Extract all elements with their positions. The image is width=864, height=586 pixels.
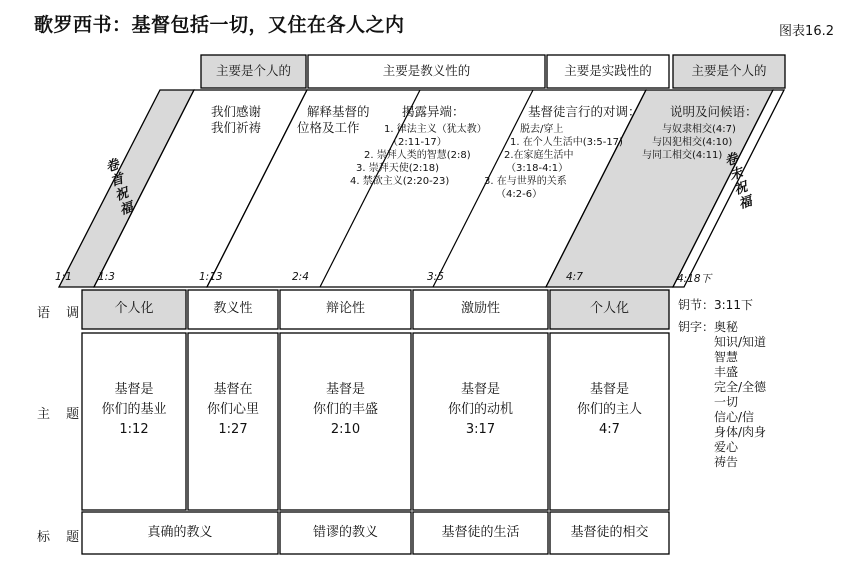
key-word: 一切 [714, 395, 739, 409]
band-personal-2: 主要是个人的 [691, 63, 767, 78]
key-word: 身体/肉身 [714, 425, 767, 439]
key-word: 智慧 [714, 350, 739, 364]
key-word: 丰盛 [714, 365, 739, 379]
heresy-item: 1. 律法主义（犹太教） [384, 124, 487, 135]
ref-marker: 4:18下 [677, 273, 712, 285]
key-word: 爱心 [714, 440, 739, 454]
row-label-tone: 语 调 [37, 306, 86, 321]
key-word: 知识/知道 [714, 335, 767, 349]
theme-ref: 1:27 [218, 422, 248, 437]
band-doctrinal: 主要是教义性的 [382, 63, 471, 78]
tone-cell: 辩论性 [325, 301, 365, 316]
heading-cell: 基督徒的生活 [441, 525, 520, 540]
theme-ref: 3:17 [465, 422, 496, 437]
theme-line: 你们的丰盛 [312, 402, 378, 417]
explain-line-2: 位格及工作 [297, 120, 360, 135]
section-conduct [484, 104, 641, 201]
key-words-list [714, 320, 766, 470]
key-word: 祷告 [714, 455, 739, 469]
theme-cell [280, 380, 411, 440]
ref-marker: 2:4 [292, 271, 309, 283]
thanks-line-2: 我们祈祷 [211, 120, 262, 135]
theme-line: 你们的主人 [576, 402, 642, 417]
theme-cell [82, 380, 186, 440]
key-word: 奥秘 [714, 320, 739, 334]
theme-line: 基督是 [589, 382, 629, 397]
heresy-head: 揭露异端： [402, 104, 465, 119]
conduct-item: 2.在家庭生活中 [504, 150, 574, 161]
theme-line: 基督是 [325, 382, 365, 397]
heresy-item: 4. 禁欲主义(2:20-23) [350, 176, 450, 187]
remarks-head: 说明及问候语： [670, 104, 758, 119]
band-personal-1: 主要是个人的 [215, 63, 291, 78]
theme-ref: 1:12 [119, 422, 149, 437]
section-remarks [640, 104, 758, 162]
key-words-label: 钥字： [678, 320, 715, 334]
conduct-item: （4:2-6） [496, 189, 543, 200]
theme-line: 你们心里 [206, 402, 259, 417]
remarks-item: 与同工相交(4:11) [642, 150, 723, 161]
tone-cell: 个人化 [114, 301, 154, 316]
chart-number: 图表16.2 [779, 24, 834, 39]
conduct-item: 3. 在与世界的关系 [484, 176, 567, 187]
theme-line: 你们的动机 [447, 402, 513, 417]
heresy-item: 2. 崇拜人类的智慧(2:8) [364, 150, 471, 161]
ref-marker: 1:1 [55, 271, 72, 283]
greeting-label: 卷首祝福 [101, 157, 134, 219]
conduct-item: 脱去/穿上 [520, 124, 564, 135]
row-label-theme: 主 题 [37, 407, 86, 422]
section-thanks [211, 104, 261, 136]
ref-marker: 4:7 [566, 271, 583, 283]
key-word: 信心/信 [714, 410, 755, 424]
thanks-line-1: 我们感谢 [211, 104, 262, 119]
theme-cell [413, 380, 548, 440]
section-heresy [350, 104, 487, 188]
tone-cell: 个人化 [589, 301, 629, 316]
conduct-item: （3:18-4:1） [506, 163, 569, 174]
ref-marker: 3:5 [427, 271, 444, 283]
closing-label: 卷末祝福 [720, 151, 753, 213]
heading-cell: 基督徒的相交 [570, 525, 649, 540]
theme-cell [188, 380, 278, 440]
theme-cell [550, 380, 669, 440]
theme-line: 基督是 [460, 382, 500, 397]
theme-ref: 2:10 [330, 422, 361, 437]
conduct-head: 基督徒言行的对调： [528, 104, 641, 119]
ref-marker: 1:3 [98, 271, 115, 283]
row-label-heading: 标 题 [37, 530, 86, 545]
key-verse: 钥节：3:11下 [678, 298, 753, 312]
conduct-item: 1. 在个人生活中(3:5-17) [510, 137, 623, 148]
theme-line: 基督在 [213, 382, 253, 397]
heading-cell: 真确的教义 [147, 525, 213, 540]
theme-ref: 4:7 [599, 422, 620, 437]
band-practical: 主要是实践性的 [564, 63, 652, 78]
heading-cell: 错谬的教义 [312, 525, 378, 540]
theme-line: 你们的基业 [101, 402, 167, 417]
key-word: 完全/全德 [714, 380, 767, 394]
tone-cell: 激励性 [460, 301, 500, 316]
chart-title: 歌罗西书：基督包括一切，又住在各人之内 [34, 14, 405, 36]
ref-marker: 1:13 [199, 271, 223, 283]
remarks-item: 与奴隶相交(4:7) [662, 124, 736, 135]
heresy-item: （2:11-17） [388, 137, 447, 148]
tone-cell: 教义性 [213, 301, 253, 316]
heresy-item: 3. 崇拜天使(2:18) [356, 163, 439, 174]
explain-line-1: 解释基督的 [307, 104, 370, 119]
remarks-item: 与囚犯相交(4:10) [652, 137, 733, 148]
theme-line: 基督是 [114, 382, 154, 397]
